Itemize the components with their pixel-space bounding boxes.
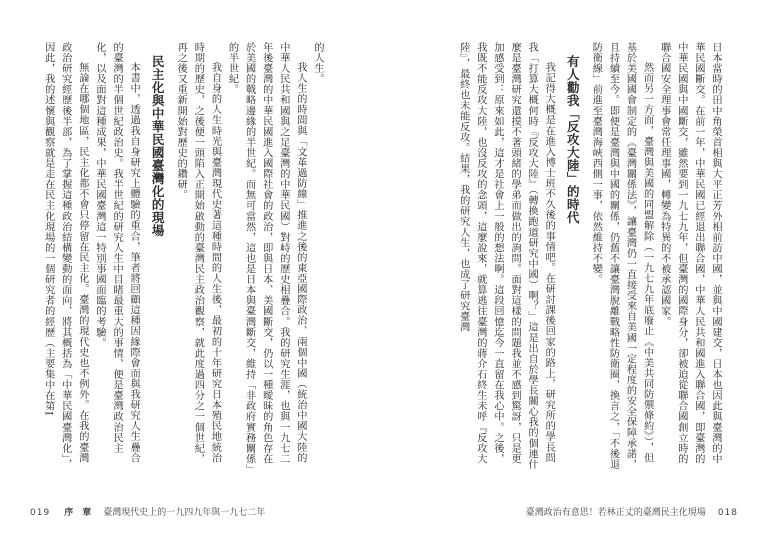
right-page bbox=[384, 0, 768, 544]
paragraph: 本書中，透過我自身研究上體驗的重合，筆者將回顧這種因緣際會而與我研究人生疊合的臺灣的半個世紀政治史。我半世紀的研究人生中目睹最重大的事情，便是臺灣政治民主化，以及面對這種成果，中華民國臺灣這一特別事國面臨的考驗。 bbox=[93, 42, 140, 464]
left-page-footer bbox=[30, 505, 265, 518]
paragraph: 日本當時的田中角榮首相與大平正芳外相前訪中國，並與中國建交，日本也因此與臺灣的中華民國斷交。在前一年，中華民國已經退出聯合國，中華人民共和國進入聯合國，即臺灣的中華民國與中國斷交，雖然要到一九七九年，但臺灣的國際身分，卻被迫從聯合國創立時的聯合國安全理事會常任理事國，轉變為特異的不被承認國家。 bbox=[658, 42, 721, 464]
page-number: 018 bbox=[717, 508, 738, 518]
section-heading: 民主化與中華民國臺灣化的現場 bbox=[150, 54, 166, 237]
section-heading: 有人勸我「反攻大陸」的時代 bbox=[565, 54, 581, 224]
paragraph: 我記得大概是在進入博士班不久後的事情吧。在研討課後回家的路上，研究所的學長問我「打算大概何時『反攻大陸』（轉換跑道研究中國）啊？」這是出自於學長關心我的個連什麼是臺灣研究還摸不著頭緒的學弟而做出的詢問。面對這樣的問題我並不感到驚訝，只是更加感受到：原來如此，這才是社會上一般的想法啊。這段回憶迄今一直留在我心中。之後，我既不能反攻大陸，也沒反攻的念頭，這麼說來，就算逃往臺灣的蔣介石終生未呼『反攻大陸』，最終也未能反攻。結果，我的研究人生，也成了研究臺灣 bbox=[457, 42, 555, 470]
right-page-footer bbox=[526, 505, 738, 518]
page-number: 019 bbox=[30, 508, 51, 518]
running-title: 臺灣政治有意思！若林正丈的臺灣民主化現場 bbox=[525, 508, 706, 518]
paragraph: 的人生。 bbox=[312, 42, 323, 85]
paragraph: 無論在哪個地區，民主化都不會只停留在民主化。臺灣的現代史也不例外。在我的臺灣政治研究經歷後半部，為了掌握這種政治結構變動的面向，將其概括為「中華民國臺灣化」，因此，我的述懷與觀察就是走在民主化現場的一個研究者的經歷（主要集中在第I bbox=[42, 42, 88, 470]
right-page-text bbox=[436, 42, 724, 472]
paragraph: 我人生的時間與「文革過防線」推進之後的東亞國際政治、兩個中國（統治中國大陸的中華人民共和國與之足臺灣的中華民國）對峙的歷史相疊合。我的研究生涯，也與一九七二年後臺灣的中華民國進入國際社會的政治，即與日本、美國斷交，仍以一種曖昧的角色存在於美國的戰略邊緣的半世紀。而無可當然，這也是日本與臺灣斷交，維持「非政府實務關係」的半世紀。 bbox=[226, 42, 306, 470]
running-title: 臺灣現代史上的一九四九年與一九七二年 bbox=[103, 508, 266, 518]
left-page-text bbox=[42, 42, 326, 472]
paragraph: 我自身的人生時光與臺灣現代史著這種時間的人生後，最初的十年研究日本殖民地統治時期的歷史，之後便一頭陷入正開始啟動的臺灣民主政治觀察，就此度過四分之一個世紀，再之後又重新開始對歷史的鑽研。 bbox=[175, 42, 221, 464]
paragraph: 然而另一方面，臺灣與美國的同盟解除（一九七九年底廢止《中美共同防禦條約》），但基於美國國會制定的《臺灣關係法》，讓臺灣仍一直接受來自美國一定程度的安全保障承諾，且持續至今。即便是臺灣與中國的關係，仍舊不讓臺灣脫離戰略性防衛圈，換言之，「不後退防衛線」前進至臺灣海峽西側一事，依然維持不變。 bbox=[590, 42, 653, 470]
section-label: 序 章 bbox=[64, 508, 92, 518]
